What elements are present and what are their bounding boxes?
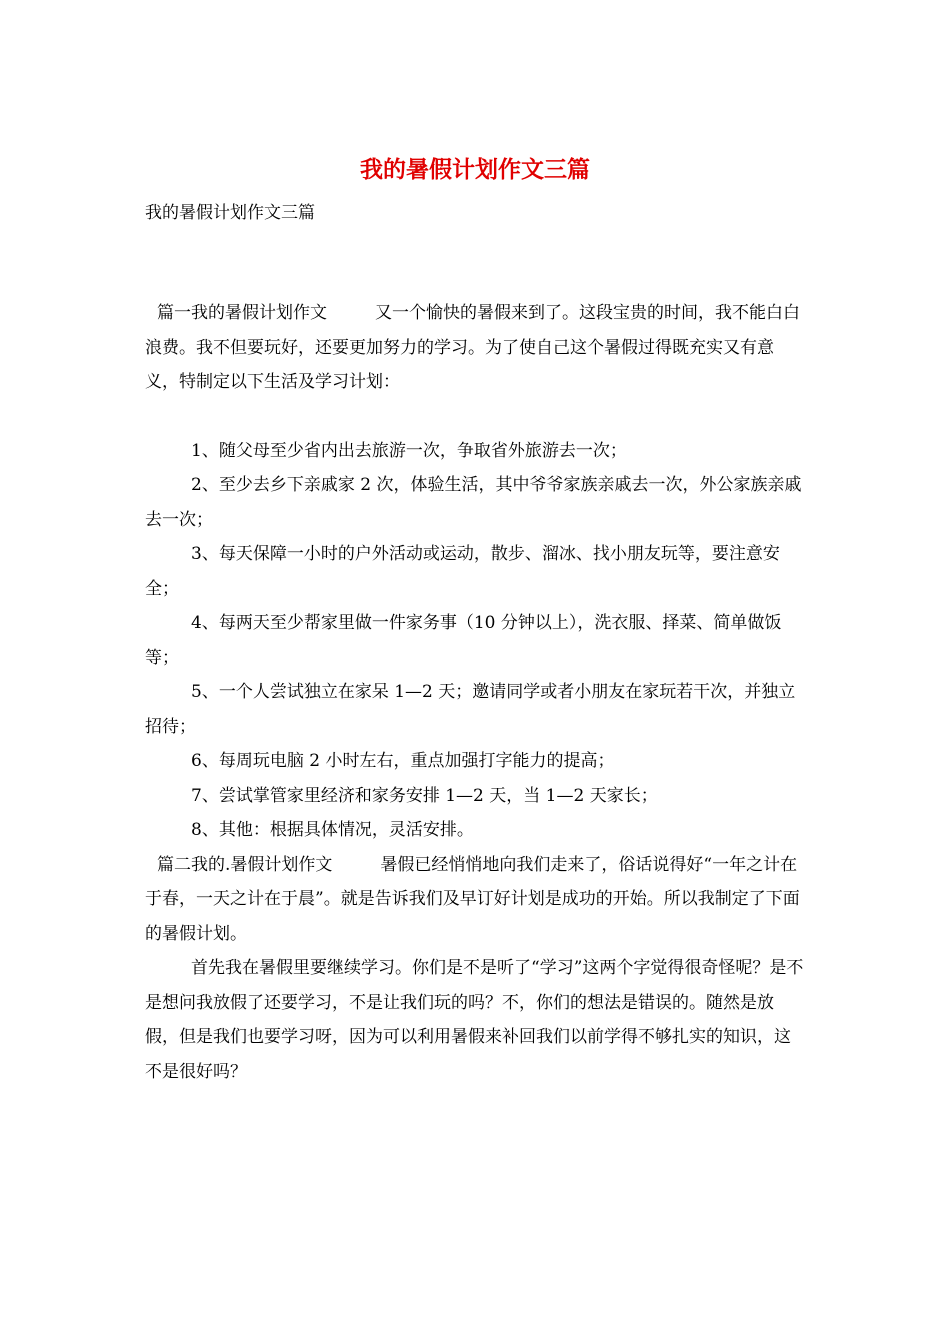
section2-intro-paragraph bbox=[145, 848, 807, 952]
plan-item-8: 8、其他：根据具体情况，灵活安排。 bbox=[191, 820, 474, 840]
plan-item-2: 2、至少去乡下亲戚家 2 次，体验生活，其中爷爷家族亲戚去一次，外公家族亲戚去一次； bbox=[145, 475, 802, 530]
section1-heading: 篇一我的暑假计划作文 bbox=[157, 303, 327, 323]
plan-item-5: 5、一个人尝试独立在家呆 1—2 天；邀请同学或者小朋友在家玩若干次，并独立招待； bbox=[145, 682, 796, 737]
document-title: 我的暑假计划作文三篇 bbox=[360, 156, 590, 183]
plan-item-1: 1、随父母至少省内出去旅游一次，争取省外旅游去一次； bbox=[191, 440, 627, 461]
document-body bbox=[145, 296, 807, 1089]
section1-intro: 又一个愉快的暑假来到了。这段宝贵的时间，我不能白白浪费。我不但要玩好，还要更加努力的学习。为了使自己这个暑假过得既充实又有意义，特制定以下生活及学习计划： bbox=[145, 303, 800, 392]
plan-item-3: 3、每天保障一小时的户外活动或运动，散步、溜冰、找小朋友玩等，要注意安全； bbox=[145, 544, 780, 599]
plan-item-4: 4、每两天至少帮家里做一件家务事（10 分钟以上），洗衣服、择菜、简单做饭等； bbox=[145, 613, 782, 668]
section2-paragraph: 首先我在暑假里要继续学习。你们是不是听了“学习”这两个字觉得很奇怪呢？是不是想问我放假了还要学习，不是让我们玩的吗？不，你们的想法是错误的。随然是放假，但是我们也要学习呀，因为可以利用暑假来补回我们以前学得不够扎实的知识，这不是很好吗？ bbox=[145, 958, 804, 1082]
plan-item-7: 7、尝试掌管家里经济和家务安排 1—2 天，当 1—2 天家长； bbox=[191, 785, 658, 806]
section1-intro-paragraph bbox=[145, 296, 807, 400]
section2-intro: 暑假已经悄悄地向我们走来了，俗话说得好“一年之计在于春，一天之计在于晨”。就是告诉我们及早订好计划是成功的开始。所以我制定了下面的暑假计划。 bbox=[145, 854, 800, 944]
plan-item-6: 6、每周玩电脑 2 小时左右，重点加强打字能力的提高； bbox=[191, 751, 615, 771]
document-subtitle: 我的暑假计划作文三篇 bbox=[145, 203, 315, 223]
section2-heading: 篇二我的.暑假计划作文 bbox=[157, 854, 333, 875]
